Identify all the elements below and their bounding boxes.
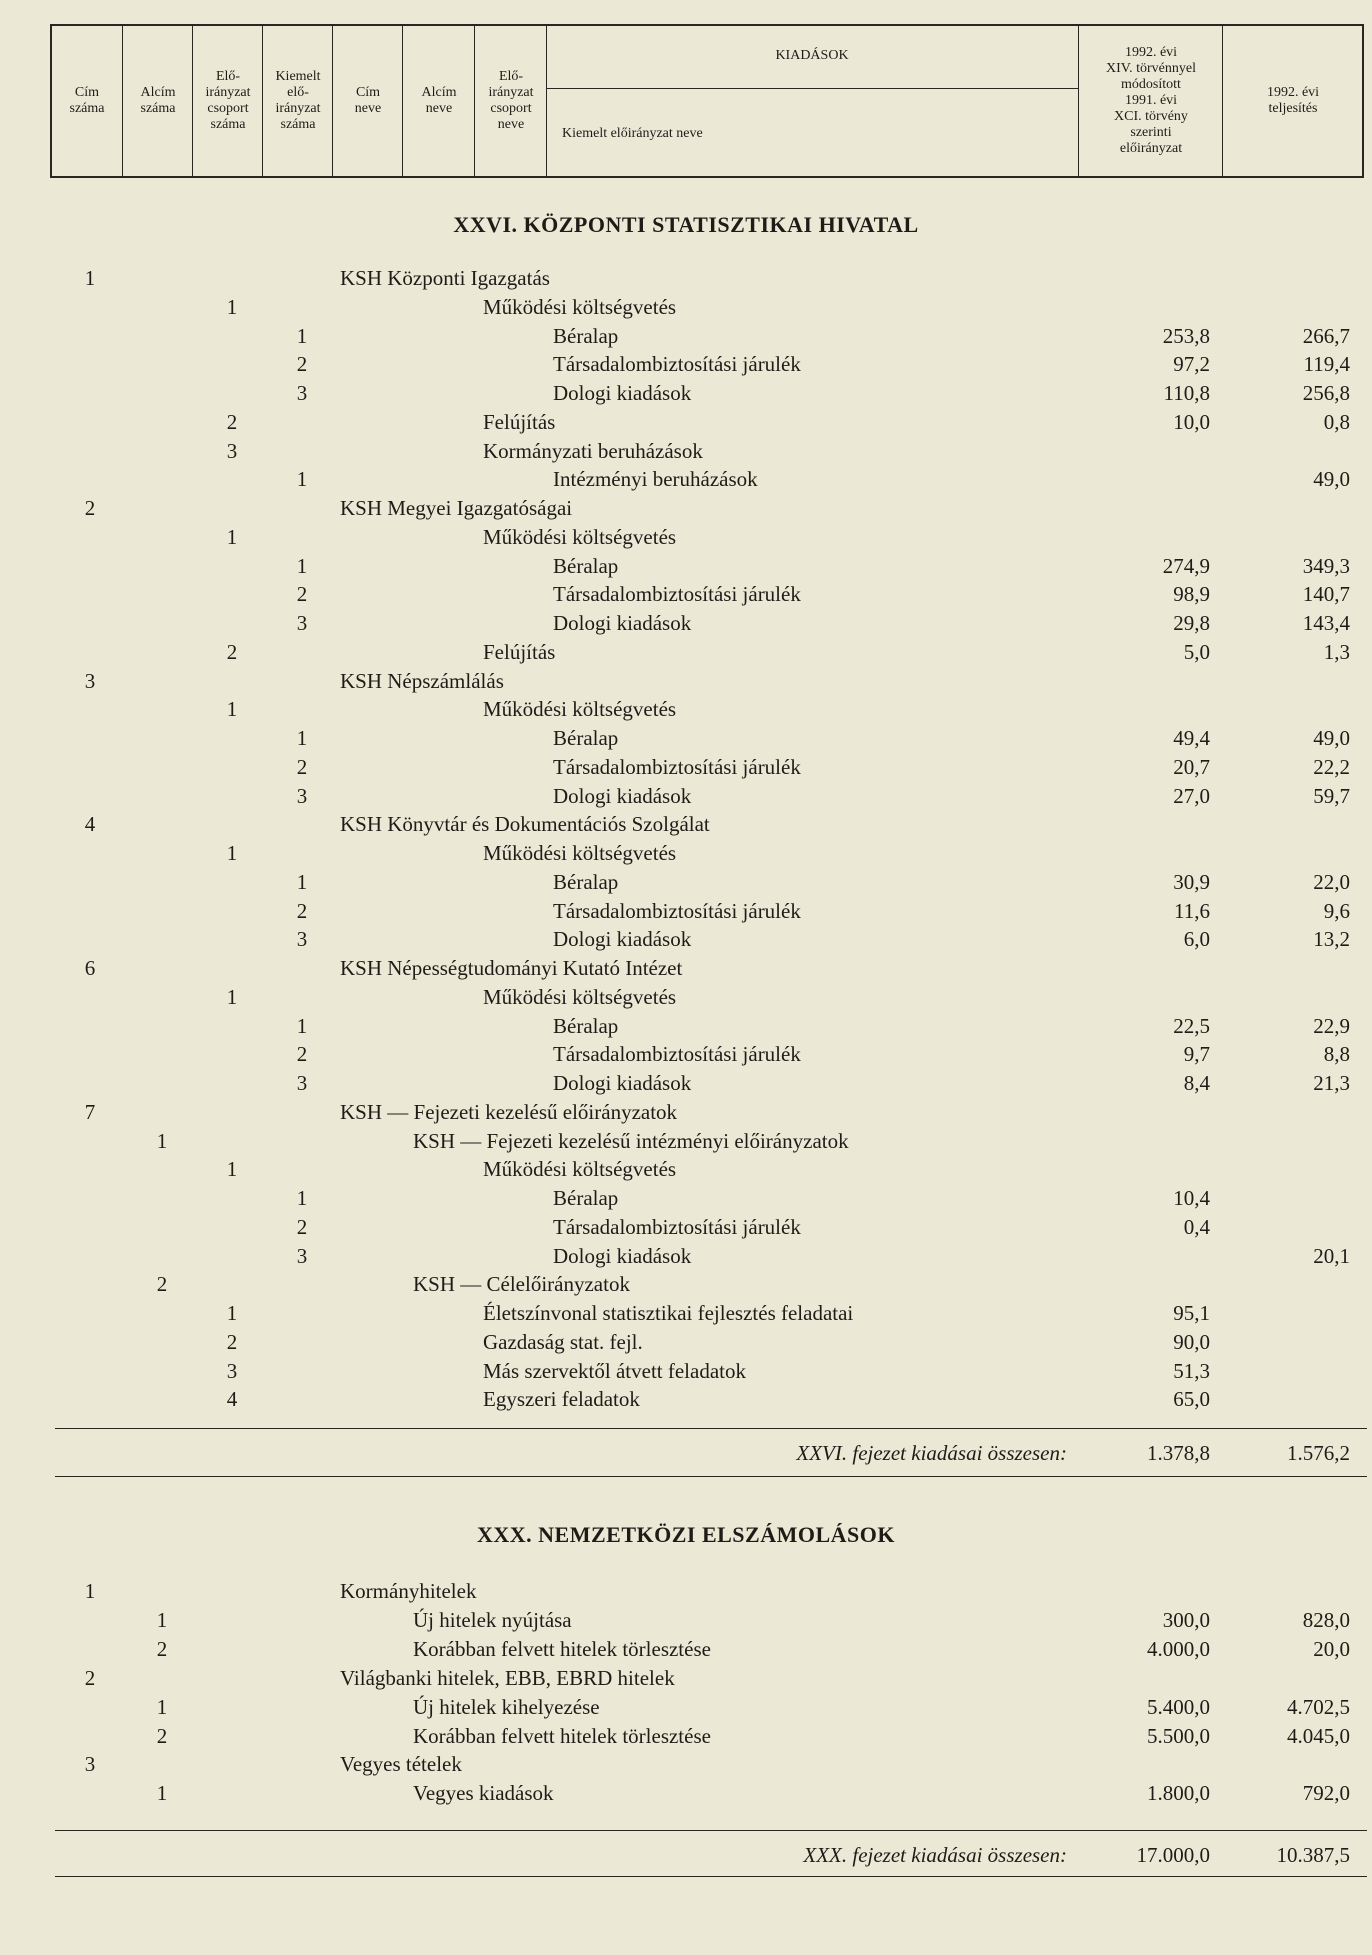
- total-value-eloiranyzat: 17.000,0: [1136, 1843, 1210, 1867]
- table-row: [0, 724, 1372, 752]
- table-row: [0, 552, 1372, 580]
- header-divider: [546, 88, 1078, 89]
- header-teljesites: 1992. évi teljesítés: [1222, 26, 1363, 176]
- value-teljesites: 21,3: [1313, 1071, 1350, 1095]
- csoport-szama: 3: [226, 438, 238, 463]
- csoport-szama: 1: [226, 1157, 238, 1182]
- table-row: [0, 1750, 1372, 1778]
- total-label: XXX. fejezet kiadásai összesen:: [803, 1843, 1067, 1867]
- csoport-szama: 1: [226, 984, 238, 1009]
- csoport-neve: Működési költségvetés: [483, 1157, 677, 1182]
- section-total-row: [0, 1438, 1372, 1468]
- kiemelt-szama: 2: [296, 898, 308, 923]
- value-teljesites: 49,0: [1313, 726, 1350, 750]
- kiemelt-szama: 2: [296, 582, 308, 607]
- cim-neve: KSH Megyei Igazgatóságai: [340, 496, 573, 520]
- kiemelt-neve: Dologi kiadások: [553, 611, 692, 635]
- section-title: XXVI. KÖZPONTI STATISZTIKAI HIVATAL: [453, 212, 919, 237]
- value-teljesites: 256,8: [1302, 381, 1350, 405]
- cim-szama: 6: [84, 956, 96, 980]
- total-label: XXVI. fejezet kiadásai összesen:: [796, 1441, 1067, 1465]
- value-eloiranyzat: 10,4: [1173, 1186, 1210, 1210]
- kiemelt-szama: 2: [296, 754, 308, 779]
- alcim-neve: Új hitelek nyújtása: [413, 1607, 572, 1632]
- kiemelt-szama: 1: [296, 726, 308, 750]
- cim-neve: KSH Népszámlálás: [340, 668, 504, 693]
- value-eloiranyzat: 8,4: [1183, 1071, 1210, 1095]
- cim-neve: Kormányhitelek: [340, 1579, 477, 1603]
- table-row: [0, 667, 1372, 695]
- value-eloiranyzat: 5,0: [1183, 639, 1210, 664]
- table-row: [0, 1577, 1372, 1605]
- alcim-szama: 2: [156, 1723, 168, 1748]
- alcim-szama: 1: [156, 1607, 168, 1632]
- total-value-teljesites: 10.387,5: [1276, 1843, 1350, 1867]
- value-teljesites: 140,7: [1302, 582, 1350, 607]
- value-eloiranyzat: 65,0: [1173, 1387, 1210, 1412]
- value-eloiranyzat: 1.800,0: [1147, 1781, 1210, 1806]
- csoport-szama: 4: [226, 1387, 238, 1412]
- value-eloiranyzat: 5.500,0: [1147, 1723, 1210, 1748]
- table-row: [0, 810, 1372, 838]
- value-eloiranyzat: 274,9: [1162, 553, 1210, 578]
- csoport-neve: Felújítás: [483, 639, 556, 664]
- csoport-neve: Felújítás: [483, 409, 556, 434]
- cim-szama: 2: [84, 496, 96, 520]
- csoport-szama: 1: [226, 697, 238, 722]
- table-row: [0, 1098, 1372, 1126]
- value-eloiranyzat: 300,0: [1162, 1607, 1210, 1632]
- value-teljesites: 1,3: [1323, 639, 1350, 664]
- value-eloiranyzat: 27,0: [1173, 783, 1210, 808]
- kiemelt-neve: Társadalombiztosítási járulék: [553, 754, 801, 779]
- value-teljesites: 143,4: [1302, 611, 1350, 635]
- csoport-neve: Kormányzati beruházások: [483, 438, 703, 463]
- header-alcim-szama: Alcím száma: [122, 26, 193, 176]
- kiemelt-neve: Társadalombiztosítási járulék: [553, 1042, 801, 1067]
- table-row: [0, 264, 1372, 292]
- cim-szama: 3: [84, 1752, 96, 1777]
- value-teljesites: 4.702,5: [1287, 1694, 1350, 1719]
- table-row: [0, 695, 1372, 723]
- divider: [55, 1830, 1367, 1831]
- kiemelt-neve: Dologi kiadások: [553, 1243, 692, 1268]
- kiemelt-szama: 1: [296, 323, 308, 348]
- cim-neve: KSH Könyvtár és Dokumentációs Szolgálat: [340, 812, 710, 837]
- table-row: [0, 379, 1372, 407]
- table-row: [0, 925, 1372, 953]
- table-row: [0, 1040, 1372, 1068]
- table-header: [50, 24, 1364, 178]
- csoport-szama: 2: [226, 1329, 238, 1354]
- header-kiadasok: KIADÁSOK: [775, 48, 849, 63]
- csoport-szama: 1: [226, 524, 238, 549]
- kiemelt-neve: Intézményi beruházások: [553, 467, 758, 492]
- value-eloiranyzat: 51,3: [1173, 1358, 1210, 1383]
- value-teljesites: 49,0: [1313, 467, 1350, 492]
- table-row: [0, 1357, 1372, 1385]
- csoport-neve: Működési költségvetés: [483, 697, 677, 722]
- section-total-row: [0, 1840, 1372, 1870]
- header-kiemelt-nev: Kiemelt előirányzat neve: [562, 126, 703, 141]
- alcim-szama: 2: [156, 1636, 168, 1661]
- table-row: [0, 1184, 1372, 1212]
- table-row: [0, 638, 1372, 666]
- value-eloiranyzat: 5.400,0: [1147, 1694, 1210, 1719]
- alcim-neve: Korábban felvett hitelek törlesztése: [413, 1723, 711, 1748]
- cim-neve: KSH Központi Igazgatás: [340, 266, 550, 290]
- section-title: XXX. NEMZETKÖZI ELSZÁMOLÁSOK: [476, 1522, 895, 1547]
- header-eloiranyzat-csoport-neve: Elő- irányzat csoport neve: [474, 26, 547, 176]
- table-row: [0, 839, 1372, 867]
- value-teljesites: 22,9: [1313, 1013, 1350, 1038]
- cim-szama: 3: [84, 668, 96, 693]
- value-eloiranyzat: 11,6: [1174, 898, 1210, 923]
- csoport-neve: Működési költségvetés: [483, 841, 677, 865]
- value-teljesites: 266,7: [1302, 323, 1350, 348]
- value-eloiranyzat: 20,7: [1173, 754, 1210, 779]
- value-eloiranyzat: 6,0: [1183, 927, 1210, 952]
- table-row: [0, 1213, 1372, 1241]
- cim-szama: 1: [84, 1579, 96, 1603]
- csoport-szama: 2: [226, 639, 238, 664]
- alcim-neve: Korábban felvett hitelek törlesztése: [413, 1636, 711, 1661]
- kiemelt-szama: 2: [296, 1214, 308, 1239]
- table-row: [0, 1328, 1372, 1356]
- kiemelt-neve: Béralap: [553, 1186, 619, 1210]
- kiemelt-neve: Dologi kiadások: [553, 1071, 692, 1095]
- cim-neve: Világbanki hitelek, EBB, EBRD hitelek: [340, 1665, 675, 1690]
- kiemelt-neve: Dologi kiadások: [553, 927, 692, 952]
- table-row: [0, 1069, 1372, 1097]
- kiemelt-szama: 2: [296, 352, 308, 377]
- kiemelt-szama: 3: [296, 611, 308, 635]
- kiemelt-szama: 1: [296, 553, 308, 578]
- cim-neve: Vegyes tételek: [340, 1752, 462, 1777]
- kiemelt-neve: Társadalombiztosítási járulék: [553, 1214, 801, 1239]
- value-teljesites: 20,1: [1313, 1243, 1350, 1268]
- alcim-neve: KSH — Célelőirányzatok: [413, 1272, 630, 1297]
- table-row: [0, 322, 1372, 350]
- divider: [55, 1428, 1367, 1429]
- value-teljesites: 8,8: [1323, 1042, 1350, 1067]
- value-teljesites: 4.045,0: [1287, 1723, 1350, 1748]
- kiemelt-szama: 3: [296, 783, 308, 808]
- csoport-neve: Más szervektől átvett feladatok: [483, 1358, 746, 1383]
- cim-szama: 7: [84, 1099, 96, 1124]
- csoport-szama: 1: [226, 841, 238, 865]
- kiemelt-neve: Béralap: [553, 323, 619, 348]
- alcim-neve: Vegyes kiadások: [413, 1781, 554, 1806]
- value-eloiranyzat: 22,5: [1173, 1013, 1210, 1038]
- kiemelt-szama: 3: [296, 1243, 308, 1268]
- table-row: [0, 782, 1372, 810]
- cim-szama: 4: [84, 812, 96, 837]
- cim-szama: 1: [84, 266, 96, 290]
- value-teljesites: 792,0: [1302, 1781, 1350, 1806]
- csoport-neve: Életszínvonal statisztikai fejlesztés feladatai: [483, 1301, 854, 1325]
- kiemelt-neve: Dologi kiadások: [553, 381, 692, 405]
- table-row: [0, 465, 1372, 493]
- table-row: [0, 1242, 1372, 1270]
- csoport-neve: Működési költségvetés: [483, 524, 677, 549]
- divider: [55, 1476, 1367, 1477]
- csoport-szama: 3: [226, 1358, 238, 1383]
- value-eloiranyzat: 0,4: [1183, 1214, 1210, 1239]
- alcim-neve: KSH — Fejezeti kezelésű intézményi előirányzatok: [413, 1128, 849, 1153]
- kiemelt-neve: Béralap: [553, 726, 619, 750]
- table-row: [0, 293, 1372, 321]
- table-row: [0, 753, 1372, 781]
- table-row: [0, 897, 1372, 925]
- table-row: [0, 609, 1372, 637]
- value-teljesites: 22,2: [1313, 754, 1350, 779]
- kiemelt-szama: 3: [296, 381, 308, 405]
- table-row: [0, 868, 1372, 896]
- value-eloiranyzat: 253,8: [1162, 323, 1210, 348]
- value-teljesites: 828,0: [1302, 1607, 1350, 1632]
- table-row: [0, 983, 1372, 1011]
- value-teljesites: 349,3: [1302, 553, 1350, 578]
- csoport-szama: 1: [226, 1301, 238, 1325]
- header-modositott-eloiranyzat: 1992. évi XIV. törvénnyel módosított 1991. évi XCI. törvény szerinti előirányzat: [1078, 26, 1223, 176]
- value-teljesites: 13,2: [1313, 927, 1350, 952]
- csoport-neve: Gazdaság stat. fejl.: [483, 1329, 643, 1354]
- alcim-szama: 1: [156, 1694, 168, 1719]
- table-row: [0, 1722, 1372, 1750]
- table-row: [0, 580, 1372, 608]
- value-eloiranyzat: 95,1: [1173, 1301, 1210, 1325]
- divider: [55, 1876, 1367, 1877]
- header-cim-szama: Cím száma: [69, 85, 105, 116]
- kiemelt-szama: 3: [296, 927, 308, 952]
- kiemelt-szama: 1: [296, 1186, 308, 1210]
- cim-neve: KSH Népességtudományi Kutató Intézet: [340, 956, 683, 980]
- table-row: [0, 1664, 1372, 1692]
- value-eloiranyzat: 97,2: [1173, 352, 1210, 377]
- table-row: [0, 954, 1372, 982]
- kiemelt-neve: Béralap: [553, 869, 619, 894]
- table-row: [0, 350, 1372, 378]
- table-row: [0, 1693, 1372, 1721]
- value-eloiranyzat: 4.000,0: [1147, 1636, 1210, 1661]
- value-eloiranyzat: 90,0: [1173, 1329, 1210, 1354]
- header-kiemelt-eloiranyzat-szama: Kiemelt elő- irányzat száma: [262, 26, 333, 176]
- alcim-neve: Új hitelek kihelyezése: [413, 1694, 600, 1719]
- table-row: [0, 437, 1372, 465]
- table-row: [0, 1385, 1372, 1413]
- value-teljesites: 20,0: [1313, 1636, 1350, 1661]
- header-cim-neve: Cím neve: [332, 26, 403, 176]
- table-row: [0, 1155, 1372, 1183]
- table-row: [0, 1779, 1372, 1807]
- kiemelt-neve: Béralap: [553, 553, 619, 578]
- value-teljesites: 9,6: [1323, 898, 1350, 923]
- value-eloiranyzat: 30,9: [1173, 869, 1210, 894]
- kiemelt-szama: 3: [296, 1071, 308, 1095]
- table-row: [0, 494, 1372, 522]
- kiemelt-szama: 1: [296, 869, 308, 894]
- alcim-szama: 1: [156, 1781, 168, 1806]
- csoport-szama: 2: [226, 409, 238, 434]
- value-teljesites: 59,7: [1313, 783, 1350, 808]
- kiemelt-neve: Dologi kiadások: [553, 783, 692, 808]
- csoport-neve: Egyszeri feladatok: [483, 1387, 640, 1412]
- total-value-teljesites: 1.576,2: [1287, 1441, 1350, 1465]
- kiemelt-szama: 1: [296, 467, 308, 492]
- value-eloiranyzat: 10,0: [1173, 409, 1210, 434]
- value-eloiranyzat: 110,8: [1163, 381, 1210, 405]
- value-teljesites: 0,8: [1323, 409, 1350, 434]
- kiemelt-neve: Társadalombiztosítási járulék: [553, 898, 801, 923]
- kiemelt-szama: 1: [296, 1013, 308, 1038]
- table-row: [0, 1012, 1372, 1040]
- kiemelt-szama: 2: [296, 1042, 308, 1067]
- kiemelt-neve: Béralap: [553, 1013, 619, 1038]
- value-eloiranyzat: 98,9: [1173, 582, 1210, 607]
- alcim-szama: 1: [156, 1128, 168, 1153]
- cim-szama: 2: [84, 1665, 96, 1690]
- table-row: [0, 1606, 1372, 1634]
- table-row: [0, 408, 1372, 436]
- table-row: [0, 1127, 1372, 1155]
- value-eloiranyzat: 49,4: [1173, 726, 1210, 750]
- alcim-szama: 2: [156, 1272, 168, 1297]
- value-eloiranyzat: 29,8: [1173, 611, 1210, 635]
- header-eloiranyzat-csoport-szama: Elő- irányzat csoport száma: [192, 26, 263, 176]
- table-row: [0, 523, 1372, 551]
- header-alcim-neve: Alcím neve: [402, 26, 475, 176]
- kiemelt-neve: Társadalombiztosítási járulék: [553, 582, 801, 607]
- table-row: [0, 1299, 1372, 1327]
- value-teljesites: 119,4: [1303, 352, 1350, 377]
- csoport-szama: 1: [226, 294, 238, 319]
- kiemelt-neve: Társadalombiztosítási járulék: [553, 352, 801, 377]
- csoport-neve: Működési költségvetés: [483, 294, 677, 319]
- total-value-eloiranyzat: 1.378,8: [1147, 1441, 1210, 1465]
- csoport-neve: Működési költségvetés: [483, 984, 677, 1009]
- table-row: [0, 1635, 1372, 1663]
- value-teljesites: 22,0: [1313, 869, 1350, 894]
- cim-neve: KSH — Fejezeti kezelésű előirányzatok: [340, 1099, 678, 1124]
- value-eloiranyzat: 9,7: [1183, 1042, 1210, 1067]
- table-row: [0, 1270, 1372, 1298]
